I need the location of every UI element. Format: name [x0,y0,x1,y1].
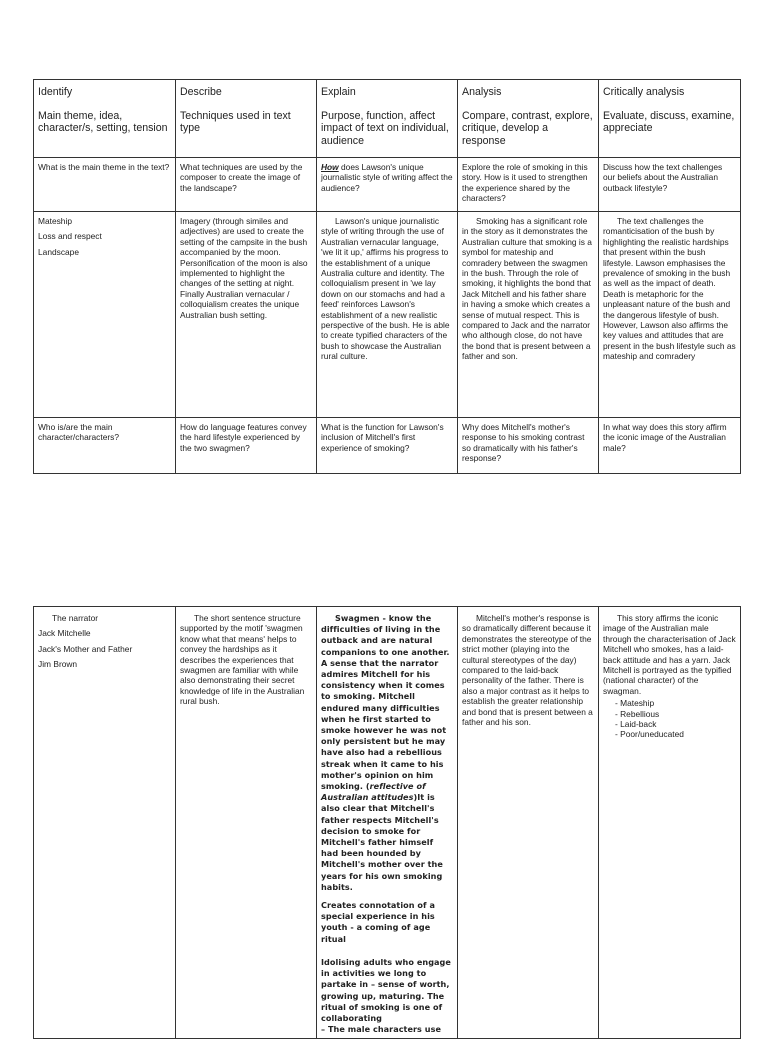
cell-themes: Mateship Loss and respect Landscape [34,212,176,418]
header-explain: Explain Purpose, function, affect impact of text on individual, audience [317,80,458,158]
cell-question: What techniques are used by the composer to create the image of the landscape? [176,158,317,212]
cell-characters: The narrator Jack Mitchelle Jack's Mother and Father Jim Brown [34,607,176,1039]
cell-answer: Mitchell's mother's response is so dramatically different because it demonstrates the stereotype of the strict mother (playing into the cultural stereotypes of the day) compared to the laid-back personality of the father. There is also a major contrast as it helps to establish the greater relationship and bond that is present between a father and his son. [458,607,599,1039]
header-analysis: Analysis Compare, contrast, explore, critique, develop a response [458,80,599,158]
cell-answer: The text challenges the romanticisation of the bush by highlighting the realistic hardships that present within the bush lifestyle. Lawson emphasises the prevalence of smoking in the bush as well as the impact of death. Death is metaphoric for the unpleasant nature of the bush and the dangerous lifestyle of bush. However, Lawson also affirms the key values and attitudes that are present in the bush lifestyle such as mateship and comradery [599,212,741,418]
cell-answer: Lawson's unique journalistic style of writing through the use of Australian vernacular language, 'we lit it up,' affirms his progress to the establishment of a unique Australia culture and identity. The colloquialism present in 'we lay down on our stomachs and had a feed' reinforces Lawson's establishment of a new realistic perspective of the bush. He is able to create typified characters of the bush to showcase the Australian rural culture. [317,212,458,418]
header-row [34,80,741,158]
cell-question: How do language features convey the hard lifestyle experienced by the two swagmen? [176,418,317,474]
cell-question: What is the function for Lawson's inclusion of Mitchell's first experience of smoking? [317,418,458,474]
question-row-1 [34,158,741,212]
trait-list [603,698,736,740]
question-row-2 [34,418,741,474]
header-describe: Describe Techniques used in text type [176,80,317,158]
cell-answer-bold: Swagmen - know the difficulties of living in the outback and are natural companions to one another. A sense that the narrator admires Mitchell for his consistency when it comes to smoking. Mitchell endured many difficulties when he first started to smoke however he was not only persistent but he may have also had a rebellious streak when it came to his mother's opinion on him smoking. (reflective of Australian attitudes)It is also clear that Mitchell's father respects Mitchell's decision to smoke for Mitchell's father himself had been hounded by Mitchell's mother over the years for his own smoking habits. Creates connotation of a special experience in his youth - a coming of age ritual Idolising adults who engage in activities we long to partake in – sense of worth, growing up, maturing. The ritual of smoking is one of collaborating – The male characters use [317,607,458,1039]
cell-answer: Smoking has a significant role in the story as it demonstrates the Australian culture that smoking is a symbol for mateship and comradery between the swagmen in the bush. Through the role of smoking, it highlights the bond that Jack Mitchell and his father share in having a smoke which creates a sense of mutual respect. This is compared to Jack and the narrator who although close, do not have the bond that is present between a father and son. [458,212,599,418]
cell-answer: The short sentence structure supported by the motif 'swagmen know what that means' helps to convey the hardships as it describes the experiences that swagmen are familiar with while also demonstrating their secret knowledge of life in the Australian rural bush. [176,607,317,1039]
cell-answer: This story affirms the iconic image of the Australian male through the characterisation of Jack Mitchell who smokes, has a laid-back attitude and has a yarn. Jack Mitchell is portrayed as the typified (national character) of the swagman. - Mateship - Rebellious - Laid-back - Poor/uneducated [599,607,741,1039]
cell-question: Discuss how the text challenges our beliefs about the Australian outback lifestyle? [599,158,741,212]
cell-question: Why does Mitchell's mother's response to his smoking contrast so dramatically with his father's response? [458,418,599,474]
cell-question: In what way does this story affirm the iconic image of the Australian male? [599,418,741,474]
answer-row-1 [34,212,741,418]
cell-question: What is the main theme in the text? [34,158,176,212]
analysis-table-bottom [33,606,741,1039]
cell-question: How does Lawson's unique journalistic style of writing affect the audience? [317,158,458,212]
analysis-table-top [33,79,741,474]
list-item: - Poor/uneducated [625,729,736,739]
list-item: - Laid-back [625,719,736,729]
list-item: - Rebellious [625,709,736,719]
emphasis-how: How [321,162,339,172]
list-item: - Mateship [625,698,736,708]
cell-answer: Imagery (through similes and adjectives) are used to create the setting of the campsite in the bush accompanied by the moon. Personification of the moon is also implemented to highlight the changes of the setting at night. Finally Australian vernacular / colloquialism creates the unique Australian bush setting. [176,212,317,418]
cell-question: Explore the role of smoking in this story. How is it used to strengthen the experience shared by the characters? [458,158,599,212]
header-critically-analysis: Critically analysis Evaluate, discuss, examine, appreciate [599,80,741,158]
answer-row-2 [34,607,741,1039]
cell-question: Who is/are the main character/characters? [34,418,176,474]
header-identify: Identify Main theme, idea, character/s, setting, tension [34,80,176,158]
emphasis-reflective: reflective of Australian attitudes [321,781,426,803]
